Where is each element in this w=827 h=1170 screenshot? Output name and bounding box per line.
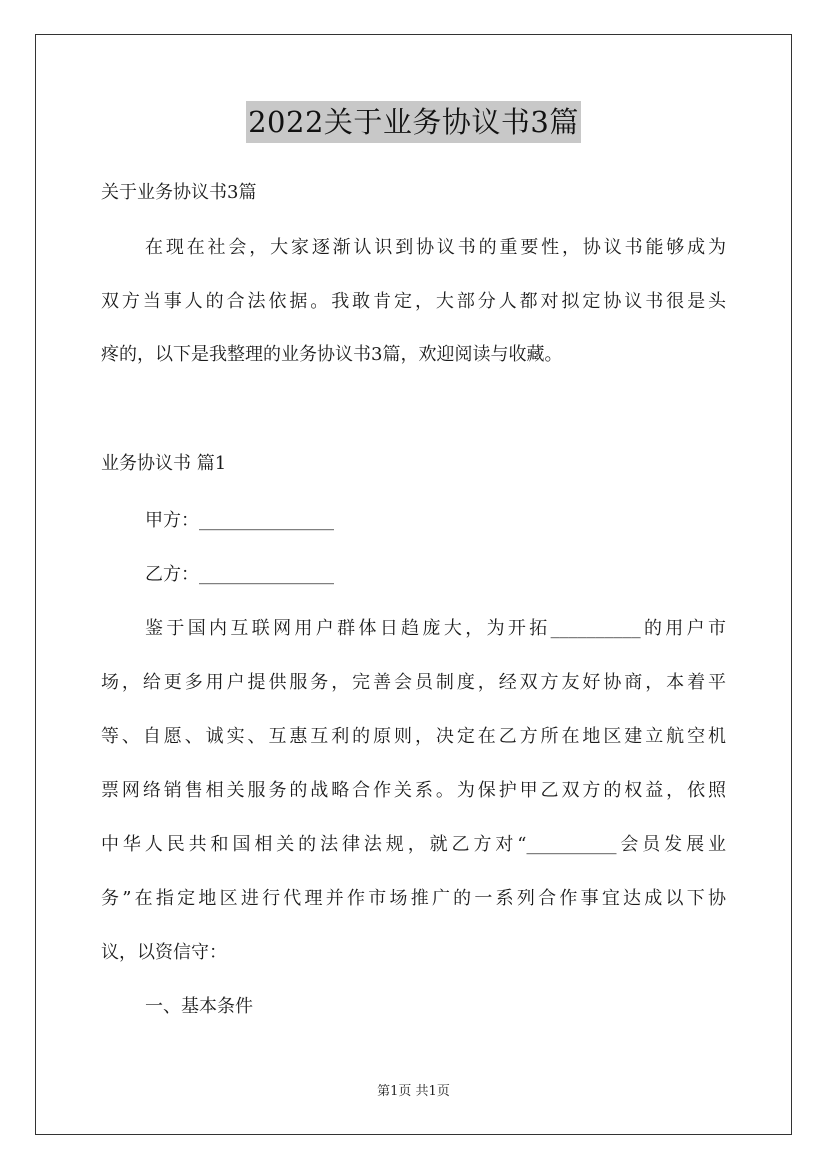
body-line: 场，给更多用户提供服务，完善会员制度，经双方友好协商，本着平 xyxy=(101,672,726,693)
intro-line: 双方当事人的合法依据。我敢肯定，大部分人都对拟定协议书很是头 xyxy=(101,291,726,312)
document-title: 2022关于业务协议书3篇 xyxy=(246,101,581,143)
body-line: 中华人民共和国相关的法律法规，就乙方对“__________会员发展业 xyxy=(101,834,726,855)
body-line: 票网络销售相关服务的战略合作关系。为保护甲乙双方的权益，依照 xyxy=(101,780,726,801)
body-line: 议，以资信守： xyxy=(101,942,227,963)
document-subtitle: 关于业务协议书3篇 xyxy=(101,182,257,203)
clause-heading: 一、基本条件 xyxy=(145,996,253,1017)
section-heading: 业务协议书 篇1 xyxy=(101,453,227,474)
party-a-line: 甲方：_______________ xyxy=(145,510,334,531)
party-b-line: 乙方：_______________ xyxy=(145,564,334,585)
body-line: 鉴于国内互联网用户群体日趋庞大，为开拓__________的用户市 xyxy=(145,618,726,639)
title-container xyxy=(0,101,827,143)
intro-line: 疼的，以下是我整理的业务协议书3篇，欢迎阅读与收藏。 xyxy=(101,344,563,365)
body-line: 等、自愿、诚实、互惠互利的原则，决定在乙方所在地区建立航空机 xyxy=(101,726,726,747)
intro-line: 在现在社会，大家逐渐认识到协议书的重要性，协议书能够成为 xyxy=(145,237,726,258)
body-line: 务”在指定地区进行代理并作市场推广的一系列合作事宜达成以下协 xyxy=(101,888,726,909)
page-footer: 第1页 共1页 xyxy=(377,1084,450,1099)
